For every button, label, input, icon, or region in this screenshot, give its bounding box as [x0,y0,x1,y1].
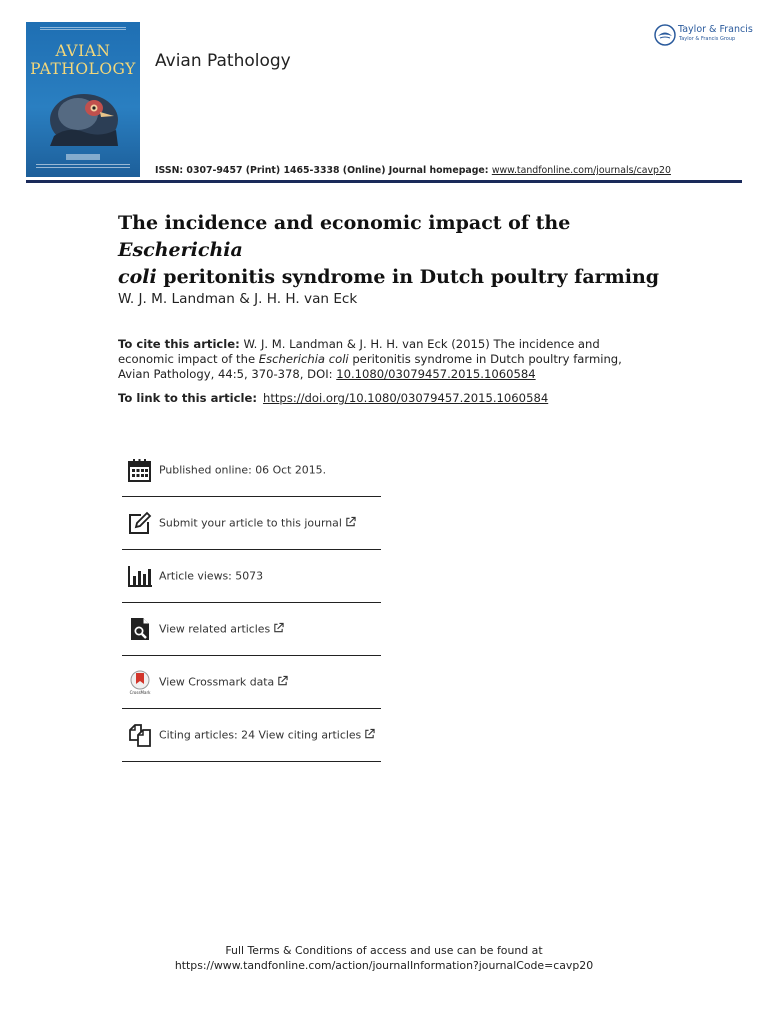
citation-label: To cite this article: [118,337,240,351]
header-divider [26,180,742,183]
journal-homepage-link[interactable]: www.tandfonline.com/journals/cavp20 [491,165,671,176]
cover-title: AVIAN PATHOLOGY [30,42,136,78]
article-info-list [122,444,381,762]
publisher-group: Taylor & Francis Group [679,36,736,42]
published-online-item [122,444,381,497]
crossmark-item[interactable] [122,656,381,709]
citation-doi-link[interactable]: 10.1080/03079457.2015.1060584 [336,367,536,381]
article-link-line [118,391,548,405]
publisher-name: Taylor & Francis [678,24,753,35]
article-doi-link[interactable]: https://doi.org/10.1080/03079457.2015.1060584 [262,391,549,405]
related-articles-link[interactable]: View related articles [159,623,284,636]
issn-text: ISSN: 0307-9457 (Print) 1465-3338 (Online) Journal homepage: [155,165,492,176]
cover-publisher-mark [66,154,100,160]
cover-bottom-text [36,164,130,172]
crossmark-link[interactable]: View Crossmark data [159,676,288,689]
terms-text: Full Terms & Conditions of access and use can be found at [225,944,543,957]
bar-chart-icon [127,563,153,589]
edit-icon [127,510,153,536]
citing-articles-item[interactable] [122,709,381,762]
terms-footer [0,943,768,973]
citing-articles-link[interactable]: Citing articles: 24 View citing articles [159,729,375,742]
journal-name: Avian Pathology [155,51,291,71]
citing-articles-icon [127,722,153,748]
calendar-icon [127,457,153,483]
related-articles-item[interactable] [122,603,381,656]
published-online-text: Published online: 06 Oct 2015. [159,463,327,477]
crossmark-logo-text: CrossMark [129,690,151,695]
journal-cover [26,22,140,177]
article-title: The incidence and economic impact of the Escherichia coli peritonitis syndrome in Dutch poultry farming [118,212,660,288]
article-views-text: Article views: 5073 [159,569,263,583]
publisher-logo[interactable] [654,23,753,47]
external-link-icon [345,517,356,528]
submit-article-item[interactable] [122,497,381,550]
external-link-icon [273,623,284,634]
issn-line [155,165,671,176]
article-link-label: To link to this article: [118,391,257,405]
cover-top-text [26,27,140,32]
citation-block: To cite this article: W. J. M. Landman & J. H. H. van Eck (2015) The incidence and economic impact of the Escherichia coli peritonitis syndrome in Dutch poultry farming, Avian Pathology, 44:5, 370-378, DOI: 10.1080/03079457.2015.1060584 [118,337,622,381]
crossmark-icon [127,669,153,695]
related-articles-icon [127,616,153,642]
article-views-item [122,550,381,603]
cover-bird-image [48,86,120,146]
external-link-icon [364,729,375,740]
publisher-logo-icon [654,24,676,46]
terms-link[interactable]: https://www.tandfonline.com/action/journalInformation?journalCode=cavp20 [174,959,594,972]
submit-article-link[interactable]: Submit your article to this journal [159,517,356,530]
article-authors: W. J. M. Landman & J. H. H. van Eck [118,291,358,307]
external-link-icon [277,676,288,687]
